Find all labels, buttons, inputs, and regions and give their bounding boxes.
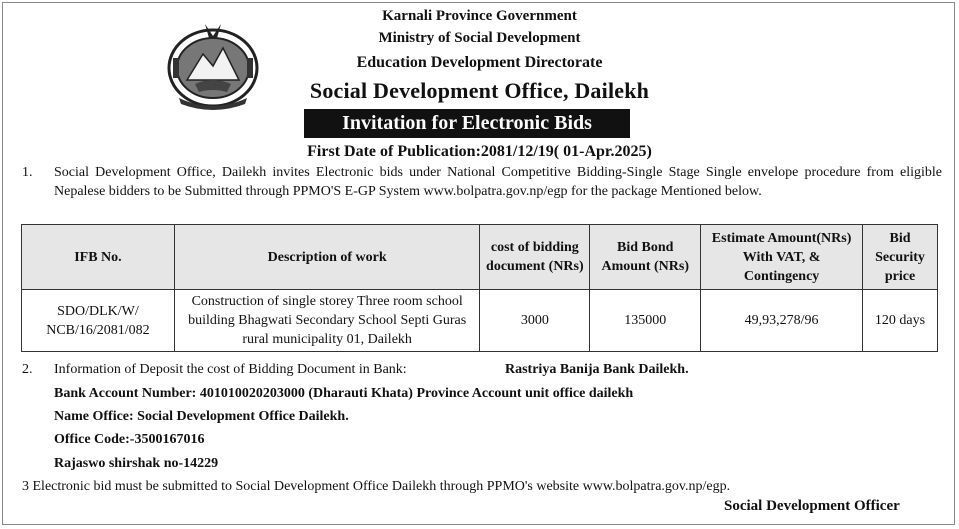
cell-description: Construction of single storey Three room school building Bhagwati Secondary School Septi Guras rural municipality 01, Dailekh	[174, 290, 480, 352]
paragraph-2-number: 2.	[22, 362, 33, 377]
paragraph-text: Social Development Office, Dailekh invites Electronic bids under National Competitive Bidding-Single Stage Single envelope procedure from eligible Nepalese bidders to be Submitted through PPMO'S E-GP System www.bolpatra.gov.np/egp for the package Mentioned below.	[54, 165, 942, 199]
govt-name: Karnali Province Government	[382, 8, 577, 24]
col-estimate: Estimate Amount(NRs) With VAT, & Contingency	[701, 225, 863, 290]
cell-estimate: 49,93,278/96	[701, 290, 863, 352]
bank-account: Bank Account Number: 401010020203000 (Dharauti Khata) Province Account unit office dailekh	[54, 386, 634, 401]
ministry-name: Ministry of Social Development	[378, 30, 581, 46]
col-description: Description of work	[174, 225, 480, 290]
col-bid-bond: Bid Bond Amount (NRs)	[590, 225, 701, 290]
office-code: Office Code:-3500167016	[54, 432, 205, 447]
publication-date: First Date of Publication:2081/12/19( 01-Apr.2025)	[307, 143, 652, 160]
table-header-row	[22, 225, 938, 290]
paragraph-number: 1.	[22, 165, 33, 180]
col-security: Bid Security price	[863, 225, 938, 290]
col-cost: cost of bidding document (NRs)	[480, 225, 590, 290]
cell-ifb-no: SDO/DLK/W/ NCB/16/2081/082	[22, 290, 175, 352]
paragraph-3: 3 Electronic bid must be submitted to Social Development Office Dailekh through PPMO's website www.bolpatra.gov.np/egp.	[22, 479, 731, 494]
cell-security: 120 days	[863, 290, 938, 352]
table-row	[22, 290, 938, 352]
bid-table	[21, 224, 938, 352]
name-office: Name Office: Social Development Office Dailekh.	[54, 409, 349, 424]
notice-banner: Invitation for Electronic Bids	[304, 109, 630, 138]
cell-bid-bond: 135000	[590, 290, 701, 352]
col-ifb-no: IFB No.	[22, 225, 175, 290]
signature-title: Social Development Officer	[724, 498, 900, 514]
office-name: Social Development Office, Dailekh	[309, 78, 650, 103]
bank-name: Rastriya Banija Bank Dailekh.	[505, 362, 689, 377]
paragraph-1	[22, 163, 942, 201]
cell-cost: 3000	[480, 290, 590, 352]
directorate-name: Education Development Directorate	[356, 54, 603, 71]
paragraph-2-text: Information of Deposit the cost of Bidding Document in Bank:	[54, 362, 407, 377]
rajaswo-shirshak: Rajaswo shirshak no-14229	[54, 456, 219, 471]
